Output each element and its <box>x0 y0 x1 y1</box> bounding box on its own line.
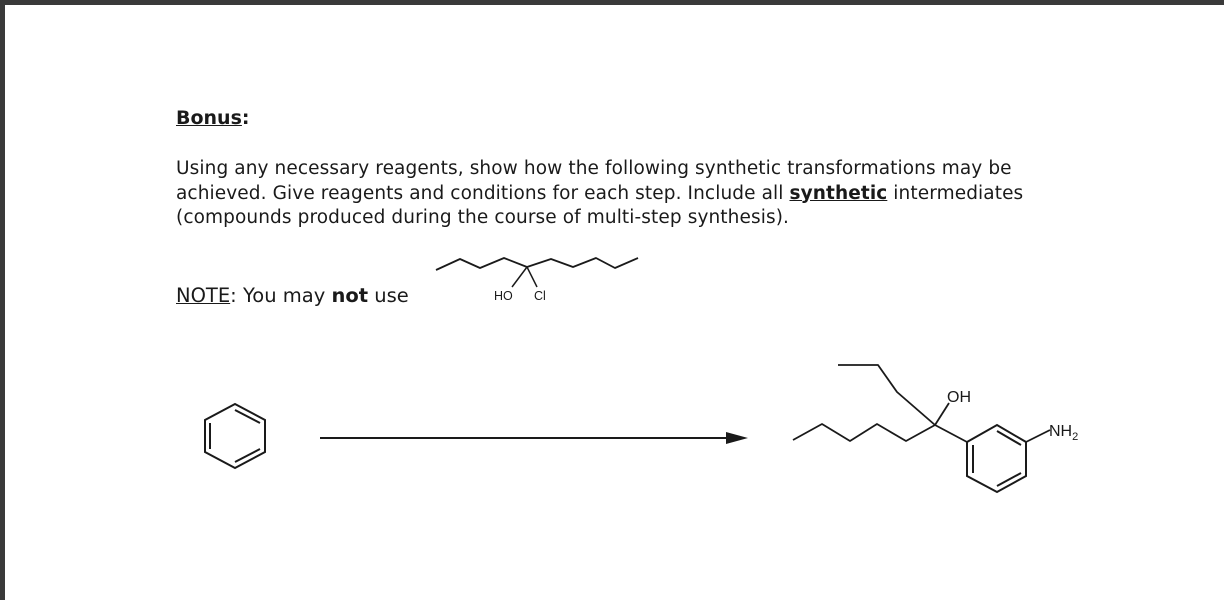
forbidden-reagent-chain <box>436 258 638 270</box>
benzene-starting-material <box>195 400 275 472</box>
product-structure <box>785 355 1095 500</box>
benzene-double-bond-1 <box>235 410 260 423</box>
reaction-arrow-head <box>726 432 748 444</box>
product-oh-label: OH <box>947 389 971 406</box>
note-emphasis-not: not <box>331 284 369 307</box>
window-top-border <box>0 0 1224 5</box>
product-benzene-ring <box>967 425 1026 492</box>
forbidden-reagent-oh-label: HO <box>494 289 513 303</box>
product-pentyl-chain <box>793 424 935 441</box>
bonus-heading-colon: : <box>241 107 250 129</box>
bonus-heading <box>176 107 250 129</box>
product-ring-double-bond-2 <box>997 473 1021 486</box>
note-line <box>176 284 409 307</box>
benzene-ring <box>205 404 265 468</box>
instructions-text-start: Using any necessary reagents, show how the following synthetic transformations may be achieved. Give reagents and conditions for each step. Include all <box>176 158 1012 204</box>
instructions-paragraph <box>176 157 1076 231</box>
note-colon: : <box>230 284 237 307</box>
forbidden-reagent-cl-label: Cl <box>534 289 546 303</box>
reaction-arrow <box>318 428 750 448</box>
product-aryl-bond <box>935 425 967 442</box>
forbidden-reagent-oh-bond <box>512 267 527 287</box>
product-oh-bond <box>935 403 949 425</box>
product-nh2-label: $NH_2$ <box>1049 423 1079 443</box>
product-propyl-chain <box>838 365 935 425</box>
benzene-double-bond-2 <box>235 449 260 462</box>
note-label: NOTE <box>176 284 231 307</box>
forbidden-reagent-structure <box>430 250 650 310</box>
instructions-emphasis-synthetic: synthetic <box>789 182 888 204</box>
window-left-border <box>0 0 5 600</box>
product-nh2-bond <box>1026 430 1050 442</box>
bonus-heading-label: Bonus <box>176 107 242 129</box>
instructions-text-end: intermediates (compounds produced during the course of multi-step synthesis). <box>176 182 1024 228</box>
note-text-start: You may <box>236 284 332 307</box>
forbidden-reagent-cl-bond <box>527 267 537 287</box>
note-text-end: use <box>368 284 409 307</box>
